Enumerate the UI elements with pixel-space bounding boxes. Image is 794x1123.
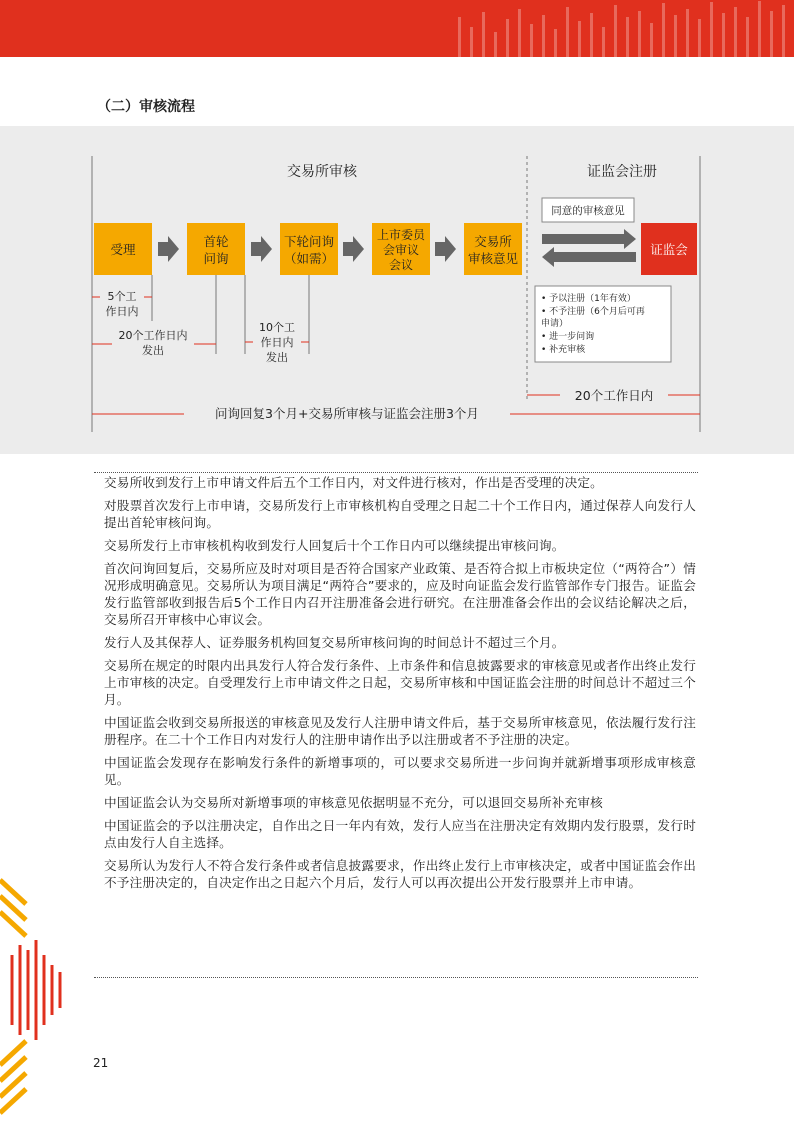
paragraph: 中国证监会的予以注册决定，自作出之日一年内有效，发行人应当在注册决定有效期内发行股票，发行时点由发行人自主选择。 [104, 818, 696, 850]
arrow-right-icon [435, 236, 456, 262]
timing-20-days-line2: 发出 [142, 344, 164, 357]
divider-top [94, 472, 698, 473]
paragraph: 中国证监会认为交易所对新增事项的审核意见依据明显不充分，可以退回交易所补充审核 [104, 795, 603, 810]
total-timing-label: 问询回复3个月+交易所审核与证监会注册3个月 [215, 406, 479, 421]
step-acceptance [94, 223, 152, 275]
step-listing-committee [372, 223, 430, 275]
header-banner [0, 0, 794, 57]
arrow-right-icon [542, 229, 636, 249]
review-rules-text [104, 474, 696, 897]
step-first-inquiry-line2: 问询 [203, 251, 229, 266]
csrc-box [641, 223, 697, 275]
timing-10-days-line1: 10个工 [259, 321, 295, 334]
review-flow-diagram [0, 126, 794, 454]
outcome-item: • 不予注册（6个月后可再 [541, 307, 645, 317]
paragraph: 交易所在规定的时限内出具发行人符合发行条件、上市条件和信息披露要求的审核意见或者作出终止发行上市审核的决定。自受理发行上市申请文件之日起，交易所审核和中国证监会注册的时间总计不超过三个月。 [104, 658, 696, 707]
step-exchange-opinion-line1: 交易所 [474, 234, 512, 249]
step-listing-committee-line2: 会审议 [382, 243, 420, 257]
paragraph: 交易所认为发行人不符合发行条件或者信息披露要求，作出终止发行上市审核决定，或者中国证监会作出不予注册决定的，自决定作出之日起六个月后，发行人可以再次提出公开发行股票并上市申请。 [104, 858, 696, 890]
step-next-inquiry-line1: 下轮问询 [283, 234, 335, 249]
timing-5-days-line1: 5个工 [107, 290, 137, 303]
arrow-right-icon [343, 236, 364, 262]
timing-10-days-line2: 作日内 [260, 336, 294, 349]
paragraph: 首次问询回复后，交易所应及时对项目是否符合国家产业政策、是否符合拟上市板块定位（“两符合”）情况形成明确意见。交易所认为项目满足“两符合”要求的，应及时向证监会发行监管部作专门报告。证监会发行监管部收到报告后5个工作日内召开注册准备会进行研究。在注册准备会作出的会议结论解决之后，交易所召开审核中心审议会。 [104, 561, 696, 627]
step-exchange-opinion [464, 223, 522, 275]
outcome-item: • 补充审核 [541, 345, 586, 355]
timing-5-days-line2: 作日内 [105, 305, 139, 318]
divider-bottom [94, 977, 698, 978]
timing-csrc-20-days: 20个工作日内 [574, 388, 654, 403]
arrow-right-icon [158, 236, 179, 262]
step-first-inquiry [187, 223, 245, 275]
paragraph: 中国证监会收到交易所报送的审核意见及发行人注册申请文件后，基于交易所审核意见，依法履行发行注册程序。在二十个工作日内对发行人的注册申请作出予以注册或者不予注册的决定。 [104, 715, 696, 747]
paragraph: 发行人及其保荐人、证券服务机构回复交易所审核问询的时间总计不超过三个月。 [104, 635, 565, 650]
outcome-item: • 予以注册（1年有效） [541, 294, 636, 304]
timing-20-days-line1: 20个工作日内 [118, 329, 188, 342]
step-listing-committee-line3: 会议 [388, 258, 414, 272]
section-title: （二）审核流程 [97, 99, 195, 115]
step-next-inquiry [280, 223, 338, 275]
decorative-stripes [0, 860, 70, 1123]
paragraph: 交易所收到发行上市申请文件后五个工作日内，对文件进行核对，作出是否受理的决定。 [104, 475, 603, 490]
outcome-item: • 进一步问询 [541, 332, 595, 342]
step-listing-committee-line1: 上市委员 [376, 228, 426, 242]
csrc-box-label: 证监会 [650, 242, 688, 257]
step-next-inquiry-line2: （如需） [283, 251, 335, 266]
header-csrc-registration: 证监会注册 [587, 164, 657, 180]
outcome-item: 申请） [541, 319, 569, 329]
approved-opinion-box: 同意的审核意见 [551, 205, 625, 217]
paragraph: 对股票首次发行上市申请，交易所发行上市审核机构自受理之日起二十个工作日内，通过保荐人向发行人提出首轮审核问询。 [104, 498, 696, 530]
header-exchange-review: 交易所审核 [287, 164, 357, 180]
arrow-left-icon [542, 247, 636, 267]
arrow-right-icon [251, 236, 272, 262]
paragraph: 中国证监会发现存在影响发行条件的新增事项的，可以要求交易所进一步问询并就新增事项形成审核意见。 [104, 755, 696, 787]
paragraph: 交易所发行上市审核机构收到发行人回复后十个工作日内可以继续提出审核问询。 [104, 538, 565, 553]
step-exchange-opinion-line2: 审核意见 [467, 251, 519, 266]
step-first-inquiry-line1: 首轮 [203, 234, 229, 249]
timing-10-days-line3: 发出 [266, 351, 288, 364]
page-number: 21 [93, 1056, 109, 1070]
step-acceptance-label: 受理 [110, 242, 136, 257]
